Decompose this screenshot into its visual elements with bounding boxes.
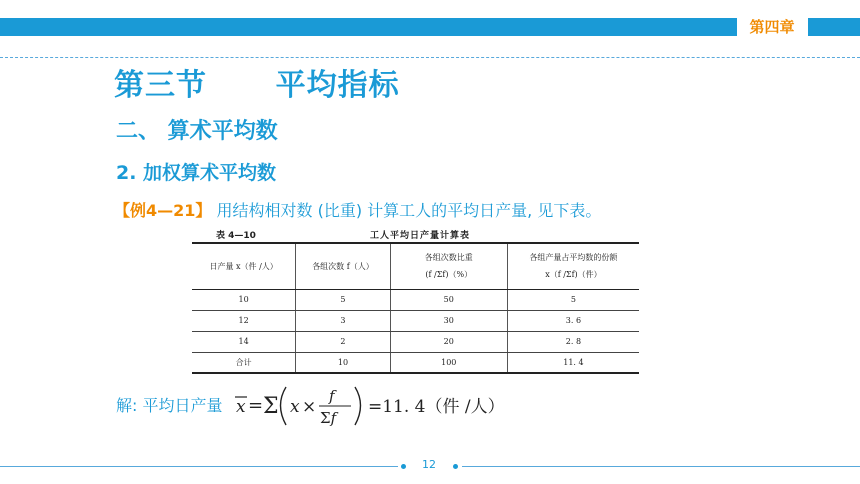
table-header-row — [192, 243, 639, 289]
svg-text:Σf: Σf — [320, 409, 337, 427]
table-cell: 5 — [507, 289, 639, 310]
table-row — [192, 310, 639, 331]
footer-line-left — [0, 466, 398, 467]
table-cell: 10 — [296, 352, 390, 373]
table-cell: 11. 4 — [507, 352, 639, 373]
example-text: 用结构相对数 (比重) 计算工人的平均日产量, 见下表。 — [211, 201, 602, 220]
svg-text:×: × — [302, 397, 317, 417]
sub-subsection-title: 2. 加权算术平均数 — [116, 162, 277, 184]
production-table — [192, 242, 639, 374]
svg-text:=: = — [248, 395, 264, 416]
svg-text:f: f — [329, 387, 335, 405]
table-cell: 14 — [192, 331, 296, 352]
table-cell: 合计 — [192, 352, 296, 373]
column-header: 各组产量占平均数的份额 x（f /Σf)（件） — [507, 243, 639, 289]
table-cell: 3 — [296, 310, 390, 331]
table-row — [192, 289, 639, 310]
table-total-row — [192, 352, 639, 373]
table-cell: 12 — [192, 310, 296, 331]
example-label: 【例4—21】 — [114, 201, 212, 220]
example-statement — [114, 198, 601, 221]
table-cell: 20 — [390, 331, 507, 352]
svg-text:x: x — [236, 397, 246, 417]
footer-dot-right — [453, 464, 458, 469]
table-number: 表 4—10 — [216, 231, 256, 241]
subsection-title: 二、 算术平均数 — [116, 119, 278, 144]
table-cell: 2. 8 — [507, 331, 639, 352]
table-cell: 50 — [390, 289, 507, 310]
column-header: 各组次数 f（人） — [296, 243, 390, 289]
formula-result: =11. 4（件 /人） — [368, 397, 505, 417]
header-bar-right — [808, 18, 860, 36]
solution-label: 解: 平均日产量 — [116, 396, 223, 415]
column-header: 日产量 x（件 /人） — [192, 243, 296, 289]
header-bar-left — [0, 18, 737, 36]
table-cell: 100 — [390, 352, 507, 373]
footer-line-right — [462, 466, 860, 467]
header-divider — [0, 57, 860, 58]
table-cell: 10 — [192, 289, 296, 310]
table-cell: 2 — [296, 331, 390, 352]
svg-text:x: x — [290, 397, 300, 417]
table-cell: 3. 6 — [507, 310, 639, 331]
mean-formula — [233, 379, 533, 429]
table-title: 工人平均日产量计算表 — [370, 231, 471, 241]
section-title: 第三节 平均指标 — [114, 68, 400, 103]
chapter-label: 第四章 — [749, 18, 795, 36]
footer-dot-left — [401, 464, 406, 469]
table-cell: 30 — [390, 310, 507, 331]
table-cell: 5 — [296, 289, 390, 310]
svg-text:Σ: Σ — [263, 394, 279, 419]
page-number: 12 — [422, 458, 436, 471]
table-row — [192, 331, 639, 352]
column-header: 各组次数比重 (f /Σf)（%） — [390, 243, 507, 289]
